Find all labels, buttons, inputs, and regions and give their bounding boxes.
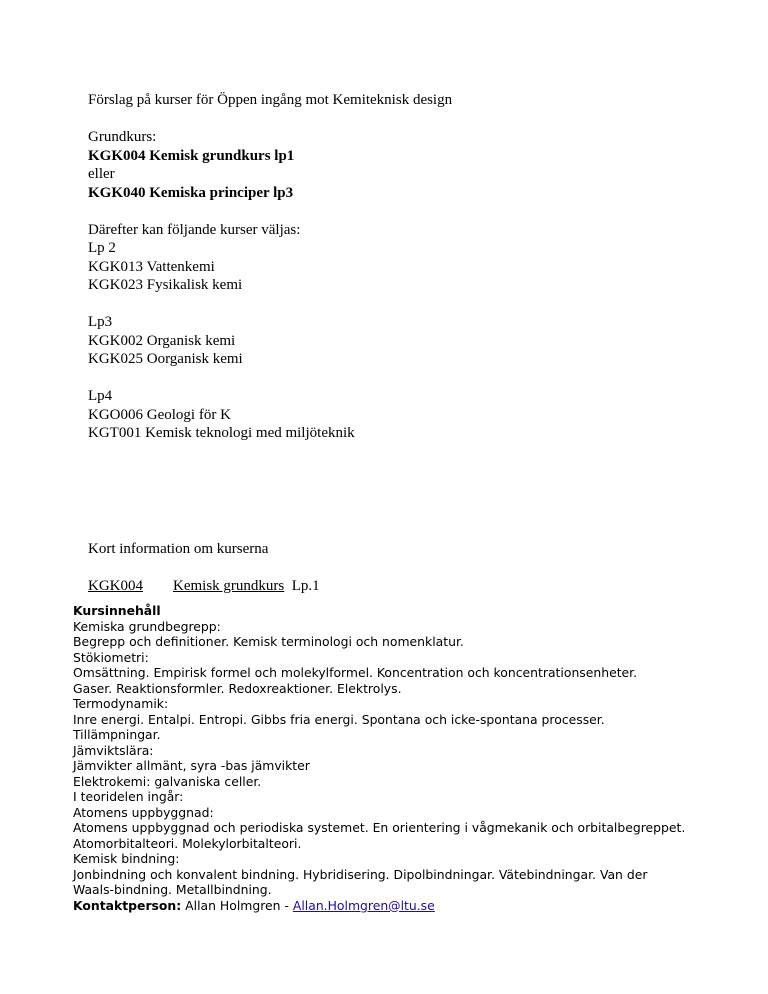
contact-label: Kontaktperson: [73, 897, 182, 913]
course-period: Lp.1 [291, 578, 320, 594]
lp2-course: KGK023 Fysikalisk kemi [88, 277, 243, 293]
content-line: Waals-bindning. Metallbindning. [73, 882, 272, 897]
content-line: Atomens uppbyggnad och periodiska systemet. En orientering i vågmekanik och orbitalbegreppet. [73, 820, 686, 835]
content-line: Omsättning. Empirisk formel och molekylformel. Koncentration och koncentrationsenheter. [73, 665, 638, 680]
content-line: Kemiska grundbegrepp: [73, 618, 221, 634]
grundkurs-course-a: KGK004 Kemisk grundkurs lp1 [88, 147, 295, 164]
content-line: Termodynamik: [73, 696, 169, 711]
lp4-course: KGT001 Kemisk teknologi med miljöteknik [88, 425, 355, 441]
grundkurs-course-b: KGK040 Kemiska principer lp3 [88, 184, 294, 201]
content-line: Jonbindning och konvalent bindning. Hybridisering. Dipolbindningar. Vätebindningar. Van der [73, 866, 648, 882]
info-title: Kort information om kurserna [88, 541, 269, 557]
lp3-label: Lp3 [88, 314, 113, 330]
content-line: Tillämpningar. [73, 727, 161, 742]
course-name: Kemisk grundkurs [173, 578, 285, 594]
course-proposals [88, 91, 452, 443]
grundkurs-label: Grundkurs: [88, 129, 157, 145]
lp4-course: KGO006 Geologi för K [88, 406, 231, 423]
contact-name: Allan Holmgren - [185, 897, 289, 913]
content-line: I teoridelen ingår: [73, 789, 184, 804]
lp4-label: Lp4 [88, 388, 113, 404]
lp2-label: Lp 2 [88, 240, 116, 256]
content-line: Atomorbitalteori. Molekylorbitalteori. [73, 835, 302, 851]
content-line: Kemisk bindning: [73, 851, 180, 866]
lp2-course: KGK013 Vattenkemi [88, 258, 215, 275]
content-line: Atomens uppbyggnad: [73, 804, 214, 820]
course-content [73, 603, 685, 913]
course-code: KGK004 [88, 578, 143, 594]
electives-intro: Därefter kan följande kurser väljas: [88, 221, 301, 238]
content-line: Inre energi. Entalpi. Entropi. Gibbs fria energi. Spontana och icke-spontana processer. [73, 711, 605, 727]
lp3-course: KGK025 Oorganisk kemi [88, 351, 243, 367]
content-line: Elektrokemi: galvaniska celler. [73, 773, 262, 789]
content-line: Jämviktslära: [73, 742, 154, 758]
content-line: Stökiometri: [73, 649, 149, 665]
contact-email-link[interactable]: Allan.Holmgren@ltu.se [292, 897, 435, 913]
info-section-title [88, 540, 268, 559]
content-line: Gaser. Reaktionsformler. Redoxreaktioner. Elektrolys. [73, 680, 402, 696]
intro-title: Förslag på kurser för Öppen ingång mot Kemiteknisk design [88, 92, 453, 108]
course-heading [88, 577, 320, 596]
contact-line [73, 898, 685, 914]
content-heading: Kursinnehåll [73, 603, 161, 618]
lp3-course: KGK002 Organisk kemi [88, 332, 236, 349]
content-line: Jämvikter allmänt, syra -bas jämvikter [73, 758, 310, 773]
content-line: Begrepp och definitioner. Kemisk terminologi och nomenklatur. [73, 634, 464, 649]
grundkurs-or: eller [88, 166, 115, 182]
